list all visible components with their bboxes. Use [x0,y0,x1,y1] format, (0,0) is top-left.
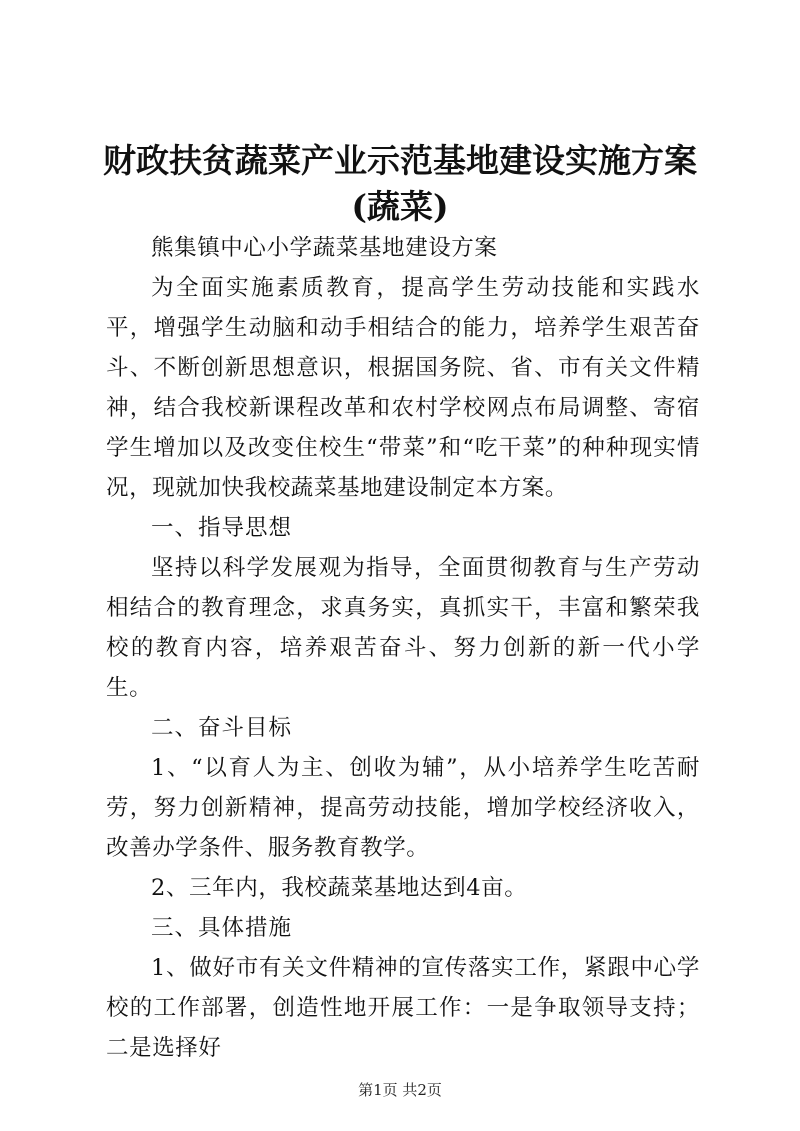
paragraph-subtitle: 熊集镇中心小学蔬菜基地建设方案 [151,235,498,261]
document-title: 财政扶贫蔬菜产业示范基地建设实施方案(蔬菜) [103,141,697,226]
paragraph-guiding-thought: 坚持以科学发展观为指导，全面贯彻教育与生产劳动相结合的教育理念，求真务实，真抓实干，丰富和繁荣我校的教育内容，培养艰苦奋斗、努力创新的新一代小学生。 [106,555,700,701]
section-heading-goals: 二、奋斗目标 [151,715,293,741]
paragraph-measure-1: 1、做好市有关文件精神的宣传落实工作，紧跟中心学校的工作部署，创造性地开展工作：一是争取领导支持；二是选择好 [106,955,700,1061]
document-body [106,228,700,1068]
section-heading-guiding-thought: 一、指导思想 [151,515,293,541]
section-heading-measures: 三、具体措施 [151,915,293,941]
page-number-footer: 第1页 共2页 [358,1081,442,1099]
paragraph-goal-1: 1、“以育人为主、创收为辅”，从小培养学生吃苦耐劳，努力创新精神，提高劳动技能，增加学校经济收入，改善办学条件、服务教育教学。 [106,755,700,861]
paragraph-goal-2: 2、三年内，我校蔬菜基地达到4亩。 [151,875,528,901]
paragraph-intro: 为全面实施素质教育，提高学生劳动技能和实践水平，增强学生动脑和动手相结合的能力，培养学生艰苦奋斗、不断创新思想意识，根据国务院、省、市有关文件精神，结合我校新课程改革和农村学校网点布局调整、寄宿学生增加以及改变住校生“带菜”和“吃干菜”的种种现实情况，现就加快我校蔬菜基地建设制定本方案。 [106,275,700,501]
